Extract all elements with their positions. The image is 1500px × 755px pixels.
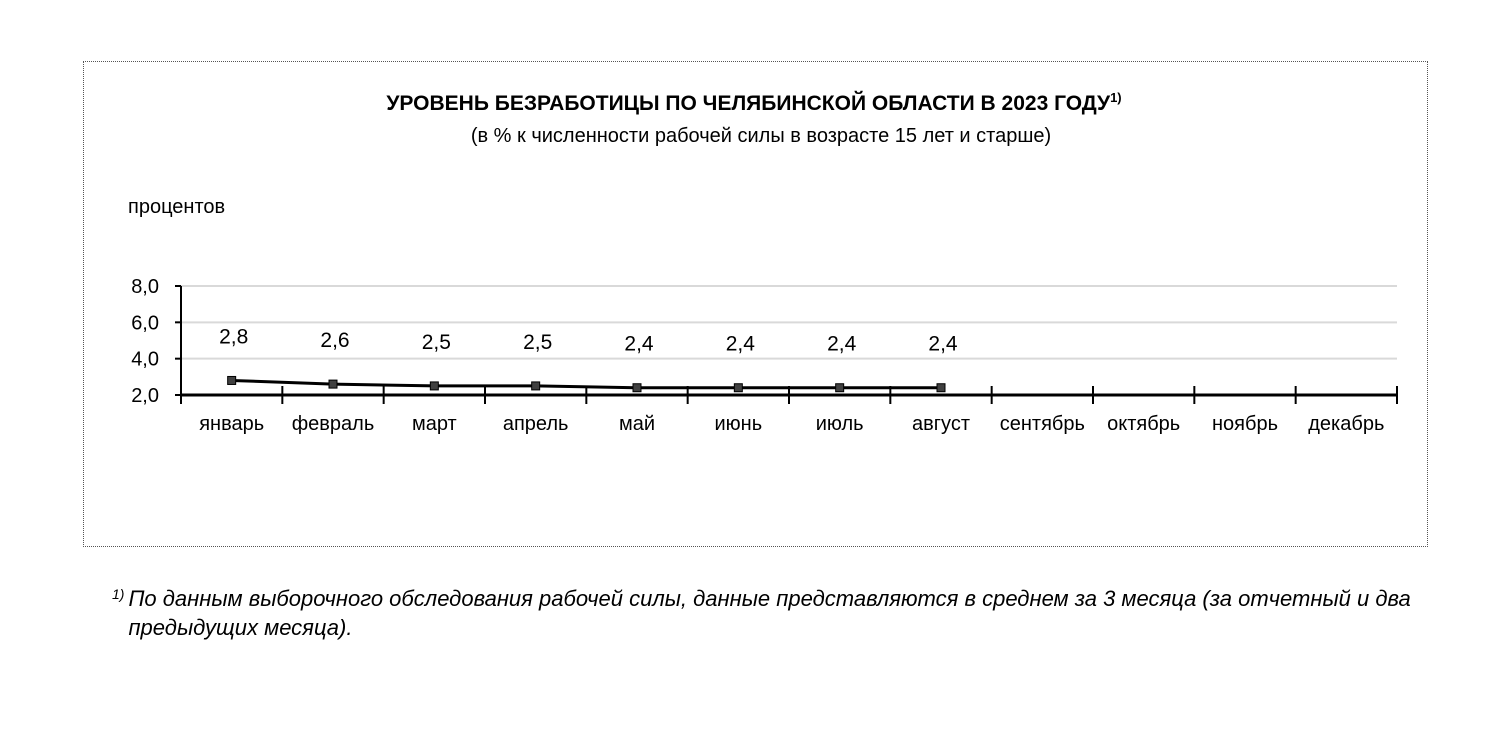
data-label: 2,4 [827, 332, 857, 356]
chart-frame [83, 61, 1428, 547]
footnote [112, 584, 1432, 642]
data-point-marker [430, 382, 438, 390]
data-label: 2,4 [928, 332, 958, 356]
x-category-label: май [618, 413, 656, 435]
gridlines [181, 286, 1397, 359]
data-point-marker [532, 382, 540, 390]
y-tick-label: 2,0 [131, 385, 159, 407]
data-point-marker [633, 384, 641, 392]
x-category-label: март [411, 413, 457, 435]
x-category-label: август [912, 413, 970, 435]
y-tick-label: 4,0 [131, 348, 159, 371]
chart [84, 62, 1429, 548]
data-label: 2,4 [624, 332, 654, 356]
data-point-marker [937, 384, 945, 392]
y-tick-label: 8,0 [131, 276, 159, 298]
x-category-labels [199, 413, 1384, 435]
footnote-mark: 1) [112, 586, 125, 602]
data-label: 2,8 [219, 325, 249, 349]
x-category-label: декабрь [1308, 413, 1385, 435]
data-label: 2,4 [725, 332, 755, 356]
x-category-label: июнь [714, 413, 763, 435]
x-category-label: апрель [502, 413, 569, 435]
series-polyline [232, 380, 941, 387]
chart-title [386, 90, 1121, 115]
x-category-label: январь [199, 413, 265, 435]
data-point-marker [329, 380, 337, 388]
data-label: 2,6 [320, 329, 350, 353]
data-label: 2,5 [523, 330, 553, 354]
x-category-label: ноябрь [1212, 413, 1278, 435]
title-footnote-mark: 1) [1110, 90, 1122, 105]
x-category-label: июль [815, 413, 864, 435]
data-point-marker [734, 384, 742, 392]
footnote-text: По данным выборочного обследования рабочей силы, данные представляются в среднем за 3 месяца (за отчетный и два предыдущих месяца). [128, 586, 1411, 640]
x-category-label: сентябрь [999, 413, 1085, 435]
y-axis-label: процентов [128, 196, 226, 218]
data-label: 2,5 [421, 330, 451, 354]
chart-subtitle: (в % к численности рабочей силы в возрасте 15 лет и старше) [470, 125, 1052, 147]
y-tick-label: 6,0 [131, 312, 159, 335]
data-labels [219, 325, 958, 355]
y-tick-labels [131, 276, 159, 407]
x-category-label: февраль [291, 413, 375, 435]
data-point-marker [836, 384, 844, 392]
chart-title-text: УРОВЕНЬ БЕЗРАБОТИЦЫ ПО ЧЕЛЯБИНСКОЙ ОБЛАСТИ В 2023 ГОДУ [386, 92, 1111, 115]
data-point-marker [228, 376, 236, 384]
x-category-label: октябрь [1107, 413, 1181, 435]
